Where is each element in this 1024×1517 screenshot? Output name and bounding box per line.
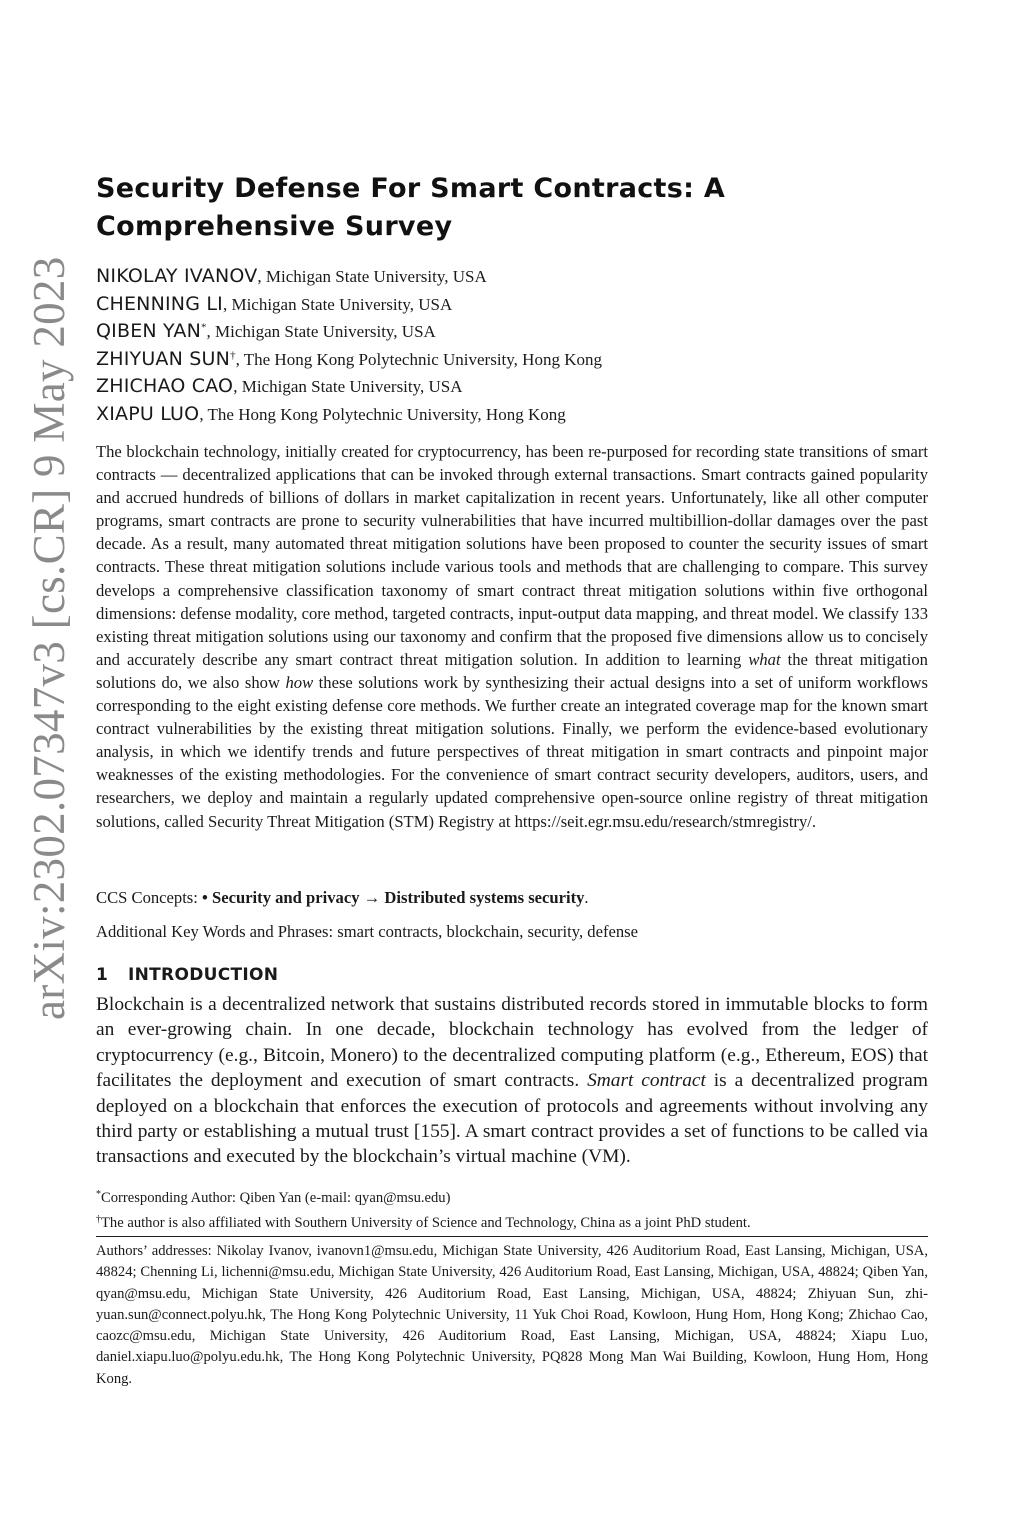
ccs-end: .: [584, 888, 589, 907]
abstract: [96, 440, 928, 833]
author-affiliation: , Michigan State University, USA: [206, 322, 436, 341]
section-title: INTRODUCTION: [128, 965, 279, 985]
authors-addresses: Authors’ addresses: Nikolay Ivanov, ivanovn1@msu.edu, Michigan State University, 426 Auditorium Road, East Lansing, Michigan, USA, 48824; Chenning Li, lichenni@msu.edu, Michigan State University, 426 Auditorium Road, East Lansing, Michigan, USA, 48824; Qiben Yan, qyan@msu.edu, Michigan State University, 426 Auditorium Road, East Lansing, Michigan, USA, 48824; Zhiyuan Sun, zhi-yuan.sun@connect.polyu.hk, The Hong Kong Polytechnic University, 11 Yuk Choi Road, Kowloon, Hung Hom, Hong Kong; Zhichao Cao, caozc@msu.edu, Michigan State University, 426 Auditorium Road, East Lansing, Michigan, USA, 48824; Xiapu Luo, daniel.xiapu.luo@polyu.edu.hk, The Hong Kong Polytechnic University, PQ828 Mong Man Wai Building, Kowloon, Hung Hom, Hong Kong.: [96, 1243, 928, 1387]
author-affiliation: , Michigan State University, USA: [233, 377, 463, 396]
intro-emphasis: Smart contract: [587, 1070, 706, 1092]
section-heading: [96, 962, 928, 988]
footnote-divider: [96, 1236, 928, 1237]
footnote-text: Corresponding Author: Qiben Yan (e-mail: qyan@msu.edu): [101, 1190, 451, 1206]
abstract-text: The blockchain technology, initially created for cryptocurrency, has been re-purposed for recording state transitions of smart contracts — decentralized applications that can be invoked through external transactions. Smart contracts gained popularity and accrued hundreds of billions of dollars in market capitalization in recent years. Unfortunately, like all other computer programs, smart contracts are prone to security vulnerabilities that have incurred multibillion-dollar damages over the past decade. As a result, many automated threat mitigation solutions have been proposed to counter the security issues of smart contracts. These threat mitigation solutions include various tools and methods that are challenging to compare. This survey develops a comprehensive classification taxonomy of smart contract threat mitigation solutions within five orthogonal dimensions: defense modality, core method, targeted contracts, input-output data mapping, and threat model. We classify 133 existing threat mitigation solutions using our taxonomy and confirm that the proposed five dimensions allow us to concisely and accurately describe any smart contract threat mitigation solution. In addition to learning: [96, 442, 928, 669]
ccs-sub-concept: Distributed systems security: [384, 888, 585, 907]
author-row: [96, 346, 928, 374]
author-row: [96, 401, 928, 429]
footnote-text: The author is also affiliated with Southern University of Science and Technology, China as a joint PhD student.: [101, 1215, 751, 1231]
author-list: [96, 263, 928, 428]
ccs-concept: Security and privacy: [212, 888, 360, 907]
author-affiliation: , Michigan State University, USA: [257, 267, 487, 286]
author-affiliation: , Michigan State University, USA: [222, 294, 453, 314]
footnote-mark: *: [96, 1189, 101, 1200]
intro-text: Blockchain is a decentralized network that sustains distributed records stored in immutable blocks to form an ever-growing chain. In one decade, blockchain technology has evolved from the ledger of cryptocurrency (e.g., Bitcoin, Monero) to the decentralized computing platform (e.g., Ethereum, EOS) that facilitates the deployment and execution of smart contracts.: [96, 994, 928, 1092]
author-name: CHENNING LI: [96, 292, 223, 315]
author-mark: †: [230, 349, 236, 362]
author-name: XIAPU LUO: [96, 402, 200, 425]
footnote: [96, 1209, 928, 1234]
author-mark: *: [201, 321, 207, 334]
abstract-emphasis: what: [748, 649, 781, 669]
keywords: Additional Key Words and Phrases: smart contracts, blockchain, security, defense: [96, 922, 638, 941]
abstract-text: these solutions work by synthesizing their actual designs into a set of uniform workflows corresponding to the eight existing defense core methods. We further create an integrated coverage map for the known smart contract vulnerabilities by the existing threat mitigation solutions. Finally, we perform the evidence-based evolutionary analysis, in which we identify trends and future perspectives of threat mitigation in smart contracts and pinpoint major weaknesses of the existing methodologies. For the convenience of smart contract security developers, auditors, users, and researchers, we deploy and maintain a regularly updated comprehensive open-source online registry of threat mitigation solutions, called Security Threat Mitigation (STM) Registry at https://seit.egr.msu.edu/research/stmregistry/.: [96, 672, 928, 831]
introduction-paragraph: [96, 992, 928, 1170]
section-number: 1: [96, 965, 109, 985]
author-row: [96, 318, 928, 346]
author-row: [96, 263, 928, 291]
footnotes: [96, 1184, 928, 1234]
author-affiliation: , The Hong Kong Polytechnic University, Hong Kong: [235, 349, 602, 369]
abstract-emphasis: how: [285, 672, 314, 692]
intro-text: is a decentralized program deployed on a blockchain that enforces the execution of protocols and agreements without involving any third party or establishing a mutual trust [155]. A smart contract provides a set of functions to be called via transactions and executed by the blockchain’s virtual machine (VM).: [96, 1070, 928, 1168]
ccs-concepts: [96, 886, 928, 910]
paper-title: Security Defense For Smart Contracts: A Comprehensive Survey: [96, 173, 726, 242]
arxiv-identifier-stamp: arXiv:2302.07347v3 [cs.CR] 9 May 2023: [24, 256, 74, 1020]
ccs-arrow: →: [359, 888, 385, 907]
ccs-label: CCS Concepts:: [96, 888, 203, 907]
author-row: [96, 291, 928, 319]
author-name: NIKOLAY IVANOV: [96, 265, 258, 287]
ccs-bullet: •: [202, 888, 212, 907]
footnote: [96, 1184, 928, 1209]
author-name: QIBEN YAN: [96, 320, 201, 342]
author-name: ZHIYUAN SUN: [96, 347, 231, 370]
author-row: [96, 373, 928, 401]
author-affiliation: , The Hong Kong Polytechnic University, Hong Kong: [199, 404, 566, 424]
abstract-text: the threat mitigation solutions do, we also show: [96, 649, 928, 692]
author-name: ZHICHAO CAO: [96, 375, 234, 397]
footnote-mark: †: [96, 1214, 101, 1225]
